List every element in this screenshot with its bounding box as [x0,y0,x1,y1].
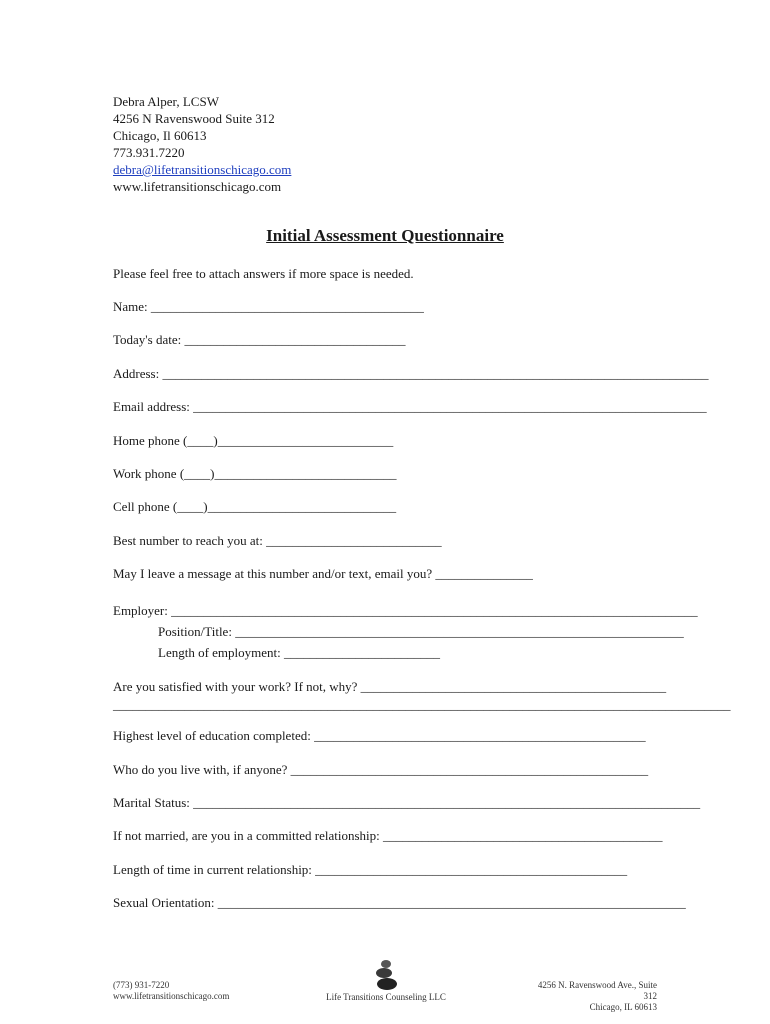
footer-address-1: 4256 N. Ravenswood Ave., Suite 312 [537,980,657,1001]
sexual-orientation-field[interactable]: Sexual Orientation: ________________________________________________________________________ [113,895,686,910]
cell-phone-field[interactable]: Cell phone (____)_____________________________ [113,499,397,514]
address-line-1: 4256 N Ravenswood Suite 312 [113,111,275,126]
employer-field[interactable]: Employer: _________________________________________________________________________________ [113,603,698,618]
home-phone-field[interactable]: Home phone (____)___________________________ [113,433,394,448]
satisfied-work-field[interactable]: Are you satisfied with your work? If not, why? _______________________________________________ [113,679,667,694]
length-relationship-field[interactable]: Length of time in current relationship: ________________________________________________ [113,862,628,877]
education-field[interactable]: Highest level of education completed: ___________________________________________________ [113,728,646,743]
leave-message-field[interactable]: May I leave a message at this number and/or text, email you? _______________ [113,566,533,581]
committed-relationship-field[interactable]: If not married, are you in a committed relationship: ___________________________________________ [113,828,663,843]
page-title: Initial Assessment Questionnaire [266,226,504,245]
footer-address-2: Chicago, IL 60613 [589,1002,657,1012]
address-field[interactable]: Address: ____________________________________________________________________________________ [113,366,709,381]
contact-block [113,93,291,195]
stones-logo-icon [326,958,446,992]
live-with-field[interactable]: Who do you live with, if anyone? _______________________________________________________ [113,762,649,777]
email-link[interactable]: debra@lifetransitionschicago.com [113,162,292,177]
email-field[interactable]: Email address: _______________________________________________________________________________ [113,399,707,414]
footer-left [113,980,229,1002]
footer-phone: (773) 931-7220 [113,980,170,990]
address-line-2: Chicago, Il 60613 [113,128,207,143]
practitioner-name: Debra Alper, LCSW [113,94,219,109]
intro-text: Please feel free to attach answers if more space is needed. [113,266,414,281]
length-employment-field[interactable]: Length of employment: ________________________ [158,645,441,660]
phone-number: 773.931.7220 [113,145,185,160]
best-number-field[interactable]: Best number to reach you at: ___________________________ [113,533,442,548]
todays-date-field[interactable]: Today's date: __________________________________ [113,332,406,347]
website-text: www.lifetransitionschicago.com [113,179,282,194]
work-phone-field[interactable]: Work phone (____)____________________________ [113,466,397,481]
logo-text: Life Transitions Counseling LLC [326,992,446,1002]
position-title-field[interactable]: Position/Title: _____________________________________________________________________ [158,624,684,639]
footer-website: www.lifetransitionschicago.com [113,991,230,1001]
footer-right [528,980,657,1013]
satisfied-work-line-2[interactable]: _______________________________________________________________________________________________ [113,697,731,712]
marital-status-field[interactable]: Marital Status: ______________________________________________________________________________ [113,795,701,810]
name-field[interactable]: Name: __________________________________________ [113,299,424,314]
company-logo [326,958,446,1006]
